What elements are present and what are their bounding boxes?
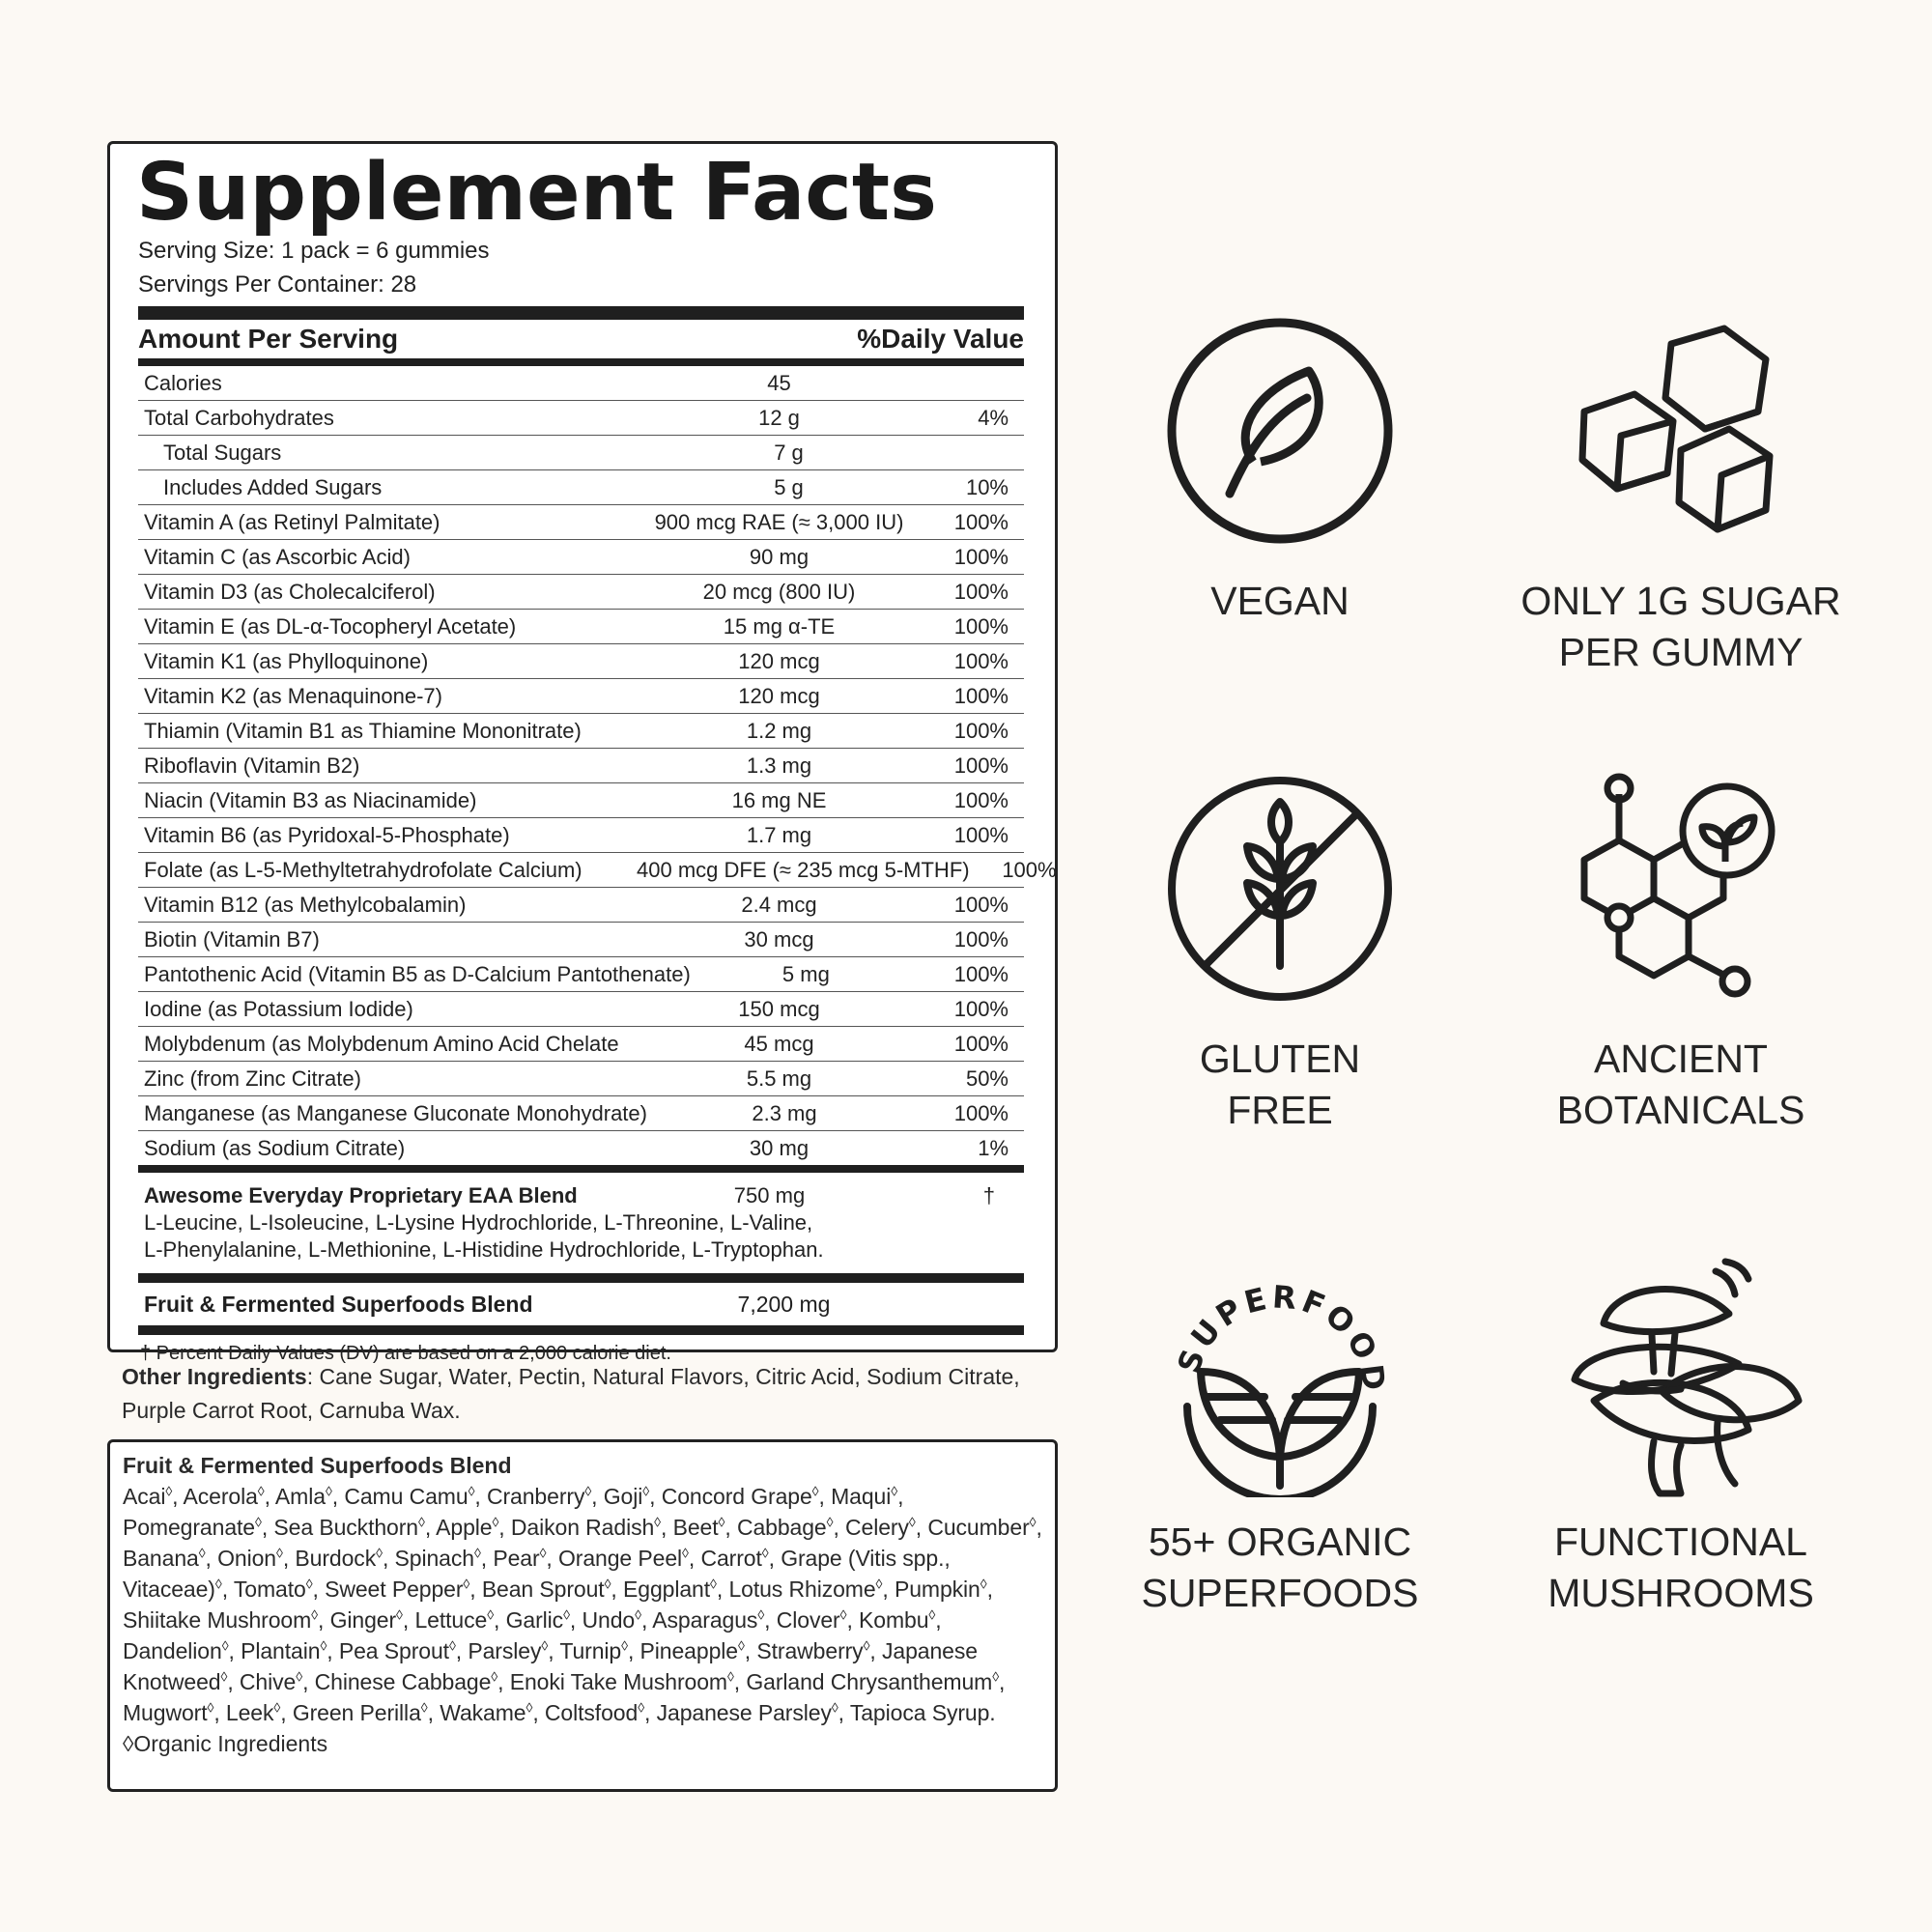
fruit-blend-row bbox=[138, 1283, 1024, 1325]
facts-title: Supplement Facts bbox=[136, 147, 937, 239]
superfood-ingredient: Carrot◊ bbox=[700, 1545, 769, 1571]
daily-value-label: %Daily Value bbox=[857, 324, 1024, 354]
superfood-ingredient: Garlic◊ bbox=[505, 1606, 570, 1633]
nutrient-amount: 2.4 mcg bbox=[741, 892, 817, 917]
superfood-ingredient: Maqui◊ bbox=[831, 1483, 898, 1509]
nutrient-row bbox=[138, 1131, 1024, 1165]
badge-gluten-label: FREE bbox=[1227, 1088, 1333, 1132]
organic-footnote: ◊Organic Ingredients bbox=[123, 1731, 328, 1756]
nutrient-amount: 120 mcg bbox=[738, 683, 820, 708]
superfoods-ingredient-list: Acai◊, Acerola◊, Amla◊, Camu Camu◊, Cranberry◊, Goji◊, Concord Grape◊, Maqui◊, Pomegranate◊, Sea Buckthorn◊, Apple◊, Daikon Radish◊, Beet◊, Cabbage◊, Celery◊, Cucumber◊, Banana◊, Onion◊, Burdock◊, Spinach◊, Pear◊, Orange Peel◊, Carrot◊, Grape (Vitis spp., Vitaceae)◊, Tomato◊, Sweet Pepper◊, Bean Sprout◊, Eggplant◊, Lotus Rhizome◊, Pumpkin◊, Shiitake Mushroom◊, Ginger◊, Lettuce◊, Garlic◊, Undo◊, Asparagus◊, Clover◊, Kombu◊, Dandelion◊, Plantain◊, Pea Sprout◊, Parsley◊, Turnip◊, Pineapple◊, Strawberry◊, Japanese Knotweed◊, Chive◊, Chinese Cabbage◊, Enoki Take Mushroom◊, Garland Chrysanthemum◊, Mugwort◊, Leek◊, Green Perilla◊, Wakame◊, Coltsfood◊, Japanese Parsley◊, Tapioca Syrup. bbox=[123, 1483, 1042, 1725]
nutrient-amount: 5 g bbox=[774, 474, 804, 499]
nutrient-dv: 100% bbox=[953, 579, 1009, 604]
superfood-ingredient: Cucumber◊ bbox=[927, 1514, 1037, 1540]
nutrient-row bbox=[138, 957, 1024, 992]
nutrient-amount: 5 mg bbox=[781, 961, 830, 986]
superfood-ingredient: Pear◊ bbox=[493, 1545, 547, 1571]
superfood-ingredient: Leek◊ bbox=[225, 1699, 281, 1725]
superfood-ingredient: Chive◊ bbox=[239, 1668, 303, 1694]
badge-vegan-label: VEGAN bbox=[1210, 579, 1350, 623]
nutrient-dv: 100% bbox=[953, 961, 1009, 986]
nutrient-amount: 20 mcg (800 IU) bbox=[702, 579, 856, 604]
superfood-ingredient: Pineapple◊ bbox=[639, 1637, 745, 1663]
superfood-ingredient: Lotus Rhizome◊ bbox=[728, 1576, 883, 1602]
facts-rows bbox=[138, 366, 1057, 1165]
leaf-icon bbox=[1164, 315, 1396, 547]
nutrient-row bbox=[138, 679, 1024, 714]
nutrient-name: Riboflavin (Vitamin B2) bbox=[144, 753, 360, 778]
nutrient-amount: 16 mg NE bbox=[731, 787, 827, 812]
serving-size: Serving Size: 1 pack = 6 gummies bbox=[138, 238, 490, 264]
nutrient-dv: 50% bbox=[965, 1065, 1009, 1091]
superfood-ingredient: Eggplant◊ bbox=[623, 1576, 717, 1602]
eaa-blend-amount: 750 mg bbox=[733, 1183, 806, 1208]
nutrient-dv: 100% bbox=[953, 718, 1009, 743]
nutrient-name: Folate (as L-5-Methyltetrahydrofolate Calcium) bbox=[144, 857, 582, 882]
badge-ancient-botanicals bbox=[1536, 773, 1826, 1136]
superfood-ingredient: Goji◊ bbox=[603, 1483, 650, 1509]
superfood-ingredient: Beet◊ bbox=[672, 1514, 725, 1540]
superfood-ingredient: Pomegranate◊ bbox=[123, 1514, 262, 1540]
superfood-tail: Tapioca Syrup. bbox=[849, 1700, 996, 1725]
superfood-ingredient: Clover◊ bbox=[776, 1606, 847, 1633]
badge-sugar bbox=[1507, 315, 1855, 678]
fruit-blend-name: Fruit & Fermented Superfoods Blend bbox=[144, 1291, 533, 1317]
nutrient-dv: 100% bbox=[953, 1100, 1009, 1125]
nutrient-name: Vitamin K1 (as Phylloquinone) bbox=[144, 648, 429, 673]
superfood-ingredient: Coltsfood◊ bbox=[544, 1699, 645, 1725]
nutrient-row bbox=[138, 470, 1024, 505]
nutrient-name: Pantothenic Acid (Vitamin B5 as D-Calcium Pantothenate) bbox=[144, 961, 691, 986]
nutrient-dv: 100% bbox=[1002, 857, 1057, 882]
nutrient-dv: 100% bbox=[953, 613, 1009, 639]
nutrient-dv: 1% bbox=[978, 1135, 1009, 1160]
mushroom-icon bbox=[1546, 1256, 1816, 1497]
superfood-ingredient: Onion◊ bbox=[217, 1545, 283, 1571]
divider-medium bbox=[138, 1273, 1024, 1283]
superfood-ingredient: Garland Chrysanthemum◊ bbox=[746, 1668, 1000, 1694]
other-ingredients-text: : Cane Sugar, Water, Pectin, Natural Flavors, Citric Acid, Sodium Citrate, Purple Carrot Root, Carnuba Wax. bbox=[122, 1364, 1020, 1423]
divider-thick bbox=[138, 306, 1024, 320]
nutrient-row bbox=[138, 888, 1024, 923]
superfood-icon bbox=[1164, 1256, 1396, 1497]
nutrient-amount: 400 mcg DFE (≈ 235 mcg 5-MTHF) bbox=[637, 857, 970, 882]
divider-medium bbox=[138, 1165, 1024, 1173]
badge-sugar-label: PER GUMMY bbox=[1558, 630, 1804, 674]
nutrient-name: Vitamin B6 (as Pyridoxal-5-Phosphate) bbox=[144, 822, 510, 847]
nutrient-name: Zinc (from Zinc Citrate) bbox=[144, 1065, 361, 1091]
nutrient-amount: 45 bbox=[767, 370, 791, 395]
nutrient-name: Vitamin B12 (as Methylcobalamin) bbox=[144, 892, 467, 917]
superfood-ingredient: Cranberry◊ bbox=[486, 1483, 592, 1509]
badge-superfoods-label: SUPERFOODS bbox=[1141, 1571, 1419, 1615]
superfood-ingredient: Lettuce◊ bbox=[414, 1606, 495, 1633]
superfood-ingredient: Camu Camu◊ bbox=[344, 1483, 475, 1509]
other-ingredients bbox=[122, 1360, 1049, 1428]
superfood-ingredient: Shiitake Mushroom◊ bbox=[123, 1606, 318, 1633]
nutrient-amount: 5.5 mg bbox=[746, 1065, 812, 1091]
superfood-ingredient: Daikon Radish◊ bbox=[510, 1514, 661, 1540]
eaa-blend-dv: † bbox=[982, 1183, 995, 1208]
badge-gluten-free bbox=[1145, 773, 1415, 1136]
superfood-ingredient: Wakame◊ bbox=[440, 1699, 533, 1725]
superfood-ingredient: Strawberry◊ bbox=[756, 1637, 870, 1663]
superfood-ingredient: Plantain◊ bbox=[241, 1637, 327, 1663]
nutrient-row bbox=[138, 853, 1057, 888]
superfood-ingredient: Chinese Cabbage◊ bbox=[314, 1668, 498, 1694]
superfood-ingredient: Undo◊ bbox=[582, 1606, 641, 1633]
superfood-ingredient: Banana◊ bbox=[123, 1545, 206, 1571]
nutrient-row bbox=[138, 714, 1024, 749]
nutrient-name: Vitamin K2 (as Menaquinone-7) bbox=[144, 683, 442, 708]
nutrient-row bbox=[138, 1027, 1024, 1062]
nutrient-name: Sodium (as Sodium Citrate) bbox=[144, 1135, 406, 1160]
nutrient-row bbox=[138, 783, 1024, 818]
nutrient-amount: 900 mcg RAE (≈ 3,000 IU) bbox=[654, 509, 904, 534]
nutrient-row bbox=[138, 401, 1024, 436]
superfood-ingredient: Pumpkin◊ bbox=[894, 1576, 987, 1602]
dv-footnote: † Percent Daily Values (DV) are based on a 2,000 calorie diet. bbox=[140, 1343, 671, 1364]
badge-functional-mushrooms bbox=[1526, 1256, 1835, 1619]
superfood-ingredient: Asparagus◊ bbox=[652, 1606, 765, 1633]
facts-header-row bbox=[138, 320, 1024, 358]
nutrient-name: Iodine (as Potassium Iodide) bbox=[144, 996, 413, 1021]
nutrient-name: Niacin (Vitamin B3 as Niacinamide) bbox=[144, 787, 477, 812]
nutrient-name: Vitamin D3 (as Cholecalciferol) bbox=[144, 579, 436, 604]
nutrient-amount: 7 g bbox=[774, 440, 804, 465]
nutrient-amount: 120 mcg bbox=[738, 648, 820, 673]
badge-organic-superfoods bbox=[1125, 1256, 1435, 1619]
eaa-ingredients-line: L-Phenylalanine, L-Methionine, L-Histidine Hydrochloride, L-Tryptophan. bbox=[144, 1237, 824, 1262]
superfood-ingredient: Tomato◊ bbox=[233, 1576, 313, 1602]
superfood-ingredient: Japanese Knotweed◊ bbox=[123, 1638, 978, 1694]
nutrient-dv: 100% bbox=[953, 509, 1009, 534]
nutrient-row bbox=[138, 1096, 1024, 1131]
nutrient-row bbox=[138, 1062, 1024, 1096]
divider-medium bbox=[138, 358, 1024, 366]
superfood-ingredient: Apple◊ bbox=[436, 1514, 499, 1540]
superfood-arc-text: SUPERFOOD bbox=[1170, 1278, 1394, 1397]
superfood-ingredient: Orange Peel◊ bbox=[557, 1545, 689, 1571]
nutrient-name: Vitamin A (as Retinyl Palmitate) bbox=[144, 509, 440, 534]
nutrient-name: Includes Added Sugars bbox=[163, 474, 383, 499]
superfood-ingredient: Celery◊ bbox=[845, 1514, 916, 1540]
superfoods-blend-box bbox=[107, 1439, 1058, 1792]
nutrient-row bbox=[138, 818, 1024, 853]
nutrient-dv: 4% bbox=[978, 405, 1009, 430]
badge-botanicals-label: BOTANICALS bbox=[1556, 1088, 1805, 1132]
nutrient-name: Manganese (as Manganese Gluconate Monohydrate) bbox=[144, 1100, 647, 1125]
nutrient-name: Biotin (Vitamin B7) bbox=[144, 926, 320, 952]
nutrient-row bbox=[138, 923, 1024, 957]
superfood-ingredient: Concord Grape◊ bbox=[661, 1483, 819, 1509]
nutrient-amount: 1.2 mg bbox=[746, 718, 812, 743]
nutrient-row bbox=[138, 540, 1024, 575]
supplement-facts-panel bbox=[107, 141, 1058, 1364]
superfood-ingredient: Sweet Pepper◊ bbox=[325, 1576, 470, 1602]
nutrient-dv: 100% bbox=[953, 926, 1009, 952]
superfood-ingredient: Burdock◊ bbox=[295, 1545, 383, 1571]
eaa-blend-name: Awesome Everyday Proprietary EAA Blend bbox=[144, 1183, 578, 1208]
divider-medium bbox=[138, 1325, 1024, 1335]
nutrient-name: Molybdenum (as Molybdenum Amino Acid Chelate bbox=[144, 1031, 619, 1056]
gummy-cubes-icon bbox=[1565, 315, 1797, 547]
nutrient-row bbox=[138, 644, 1024, 679]
nutrient-row bbox=[138, 992, 1024, 1027]
superfoods-blend-title: Fruit & Fermented Superfoods Blend bbox=[123, 1453, 512, 1478]
nutrient-row bbox=[138, 505, 1024, 540]
fruit-blend-amount: 7,200 mg bbox=[737, 1291, 831, 1317]
eaa-ingredients-line: L-Leucine, L-Isoleucine, L-Lysine Hydrochloride, L-Threonine, L-Valine, bbox=[144, 1210, 813, 1235]
nutrient-amount: 1.3 mg bbox=[746, 753, 812, 778]
nutrient-amount: 45 mcg bbox=[744, 1031, 814, 1056]
superfood-ingredient: Cabbage◊ bbox=[736, 1514, 834, 1540]
nutrient-dv: 100% bbox=[953, 1031, 1009, 1056]
badge-botanicals-label: ANCIENT bbox=[1594, 1037, 1768, 1081]
nutrient-dv: 100% bbox=[953, 892, 1009, 917]
badge-gluten-label: GLUTEN bbox=[1199, 1037, 1361, 1081]
superfood-ingredient: Ginger◊ bbox=[329, 1606, 403, 1633]
nutrient-amount: 30 mg bbox=[749, 1135, 810, 1160]
nutrient-amount: 12 g bbox=[758, 405, 800, 430]
nutrient-amount: 90 mg bbox=[749, 544, 810, 569]
nutrient-name: Vitamin C (as Ascorbic Acid) bbox=[144, 544, 411, 569]
nutrient-row bbox=[138, 436, 1024, 470]
superfood-ingredient: Japanese Parsley◊ bbox=[656, 1699, 838, 1725]
nutrient-dv: 100% bbox=[953, 822, 1009, 847]
nutrient-dv: 100% bbox=[953, 544, 1009, 569]
nutrient-name: Thiamin (Vitamin B1 as Thiamine Mononitrate) bbox=[144, 718, 582, 743]
superfood-ingredient: Green Perilla◊ bbox=[292, 1699, 428, 1725]
superfood-ingredient: Acai◊ bbox=[123, 1483, 173, 1509]
superfood-ingredient: Enoki Take Mushroom◊ bbox=[509, 1668, 734, 1694]
superfood-ingredient: Dandelion◊ bbox=[123, 1637, 229, 1663]
servings-per-container: Servings Per Container: 28 bbox=[138, 271, 417, 298]
nutrient-amount: 2.3 mg bbox=[752, 1100, 817, 1125]
badge-vegan bbox=[1145, 315, 1415, 627]
nutrient-amount: 15 mg α-TE bbox=[723, 613, 836, 639]
other-ingredients-label: Other Ingredients bbox=[122, 1364, 307, 1389]
nutrient-row bbox=[138, 575, 1024, 610]
superfood-ingredient: Pea Sprout◊ bbox=[338, 1637, 456, 1663]
nutrient-amount: 150 mcg bbox=[738, 996, 820, 1021]
badge-mushrooms-label: FUNCTIONAL bbox=[1554, 1520, 1807, 1564]
superfood-ingredient: Grape (Vitis spp., Vitaceae)◊ bbox=[123, 1546, 951, 1602]
nutrient-dv: 100% bbox=[953, 787, 1009, 812]
nutrient-row bbox=[138, 610, 1024, 644]
nutrient-dv: 100% bbox=[953, 753, 1009, 778]
badge-mushrooms-label: MUSHROOMS bbox=[1548, 1571, 1814, 1615]
nutrient-row bbox=[138, 366, 1024, 401]
superfood-ingredient: Turnip◊ bbox=[559, 1637, 628, 1663]
superfood-ingredient: Amla◊ bbox=[274, 1483, 332, 1509]
superfood-ingredient: Bean Sprout◊ bbox=[481, 1576, 611, 1602]
no-wheat-icon bbox=[1164, 773, 1396, 1005]
nutrient-name: Vitamin E (as DL-α-Tocopheryl Acetate) bbox=[144, 613, 517, 639]
nutrient-amount: 30 mcg bbox=[744, 926, 814, 952]
superfood-ingredient: Parsley◊ bbox=[468, 1637, 549, 1663]
nutrient-name: Total Sugars bbox=[163, 440, 282, 465]
superfood-ingredient: Sea Buckthorn◊ bbox=[273, 1514, 425, 1540]
nutrient-dv: 100% bbox=[953, 648, 1009, 673]
nutrient-name: Calories bbox=[144, 370, 222, 395]
nutrient-name: Total Carbohydrates bbox=[144, 405, 334, 430]
nutrient-dv: 10% bbox=[965, 474, 1009, 499]
nutrient-amount: 1.7 mg bbox=[746, 822, 812, 847]
superfood-ingredient: Kombu◊ bbox=[859, 1606, 936, 1633]
amount-per-serving-label: Amount Per Serving bbox=[138, 324, 399, 354]
molecule-leaf-icon bbox=[1565, 773, 1797, 1005]
nutrient-dv: 100% bbox=[953, 683, 1009, 708]
superfood-ingredient: Acerola◊ bbox=[183, 1483, 265, 1509]
eaa-blend bbox=[138, 1173, 1024, 1273]
superfood-ingredient: Spinach◊ bbox=[394, 1545, 481, 1571]
superfood-ingredient: Mugwort◊ bbox=[123, 1699, 214, 1725]
badge-superfoods-label: 55+ ORGANIC bbox=[1148, 1520, 1412, 1564]
nutrient-dv: 100% bbox=[953, 996, 1009, 1021]
nutrient-row bbox=[138, 749, 1024, 783]
badge-sugar-label: ONLY 1G SUGAR bbox=[1520, 579, 1841, 623]
